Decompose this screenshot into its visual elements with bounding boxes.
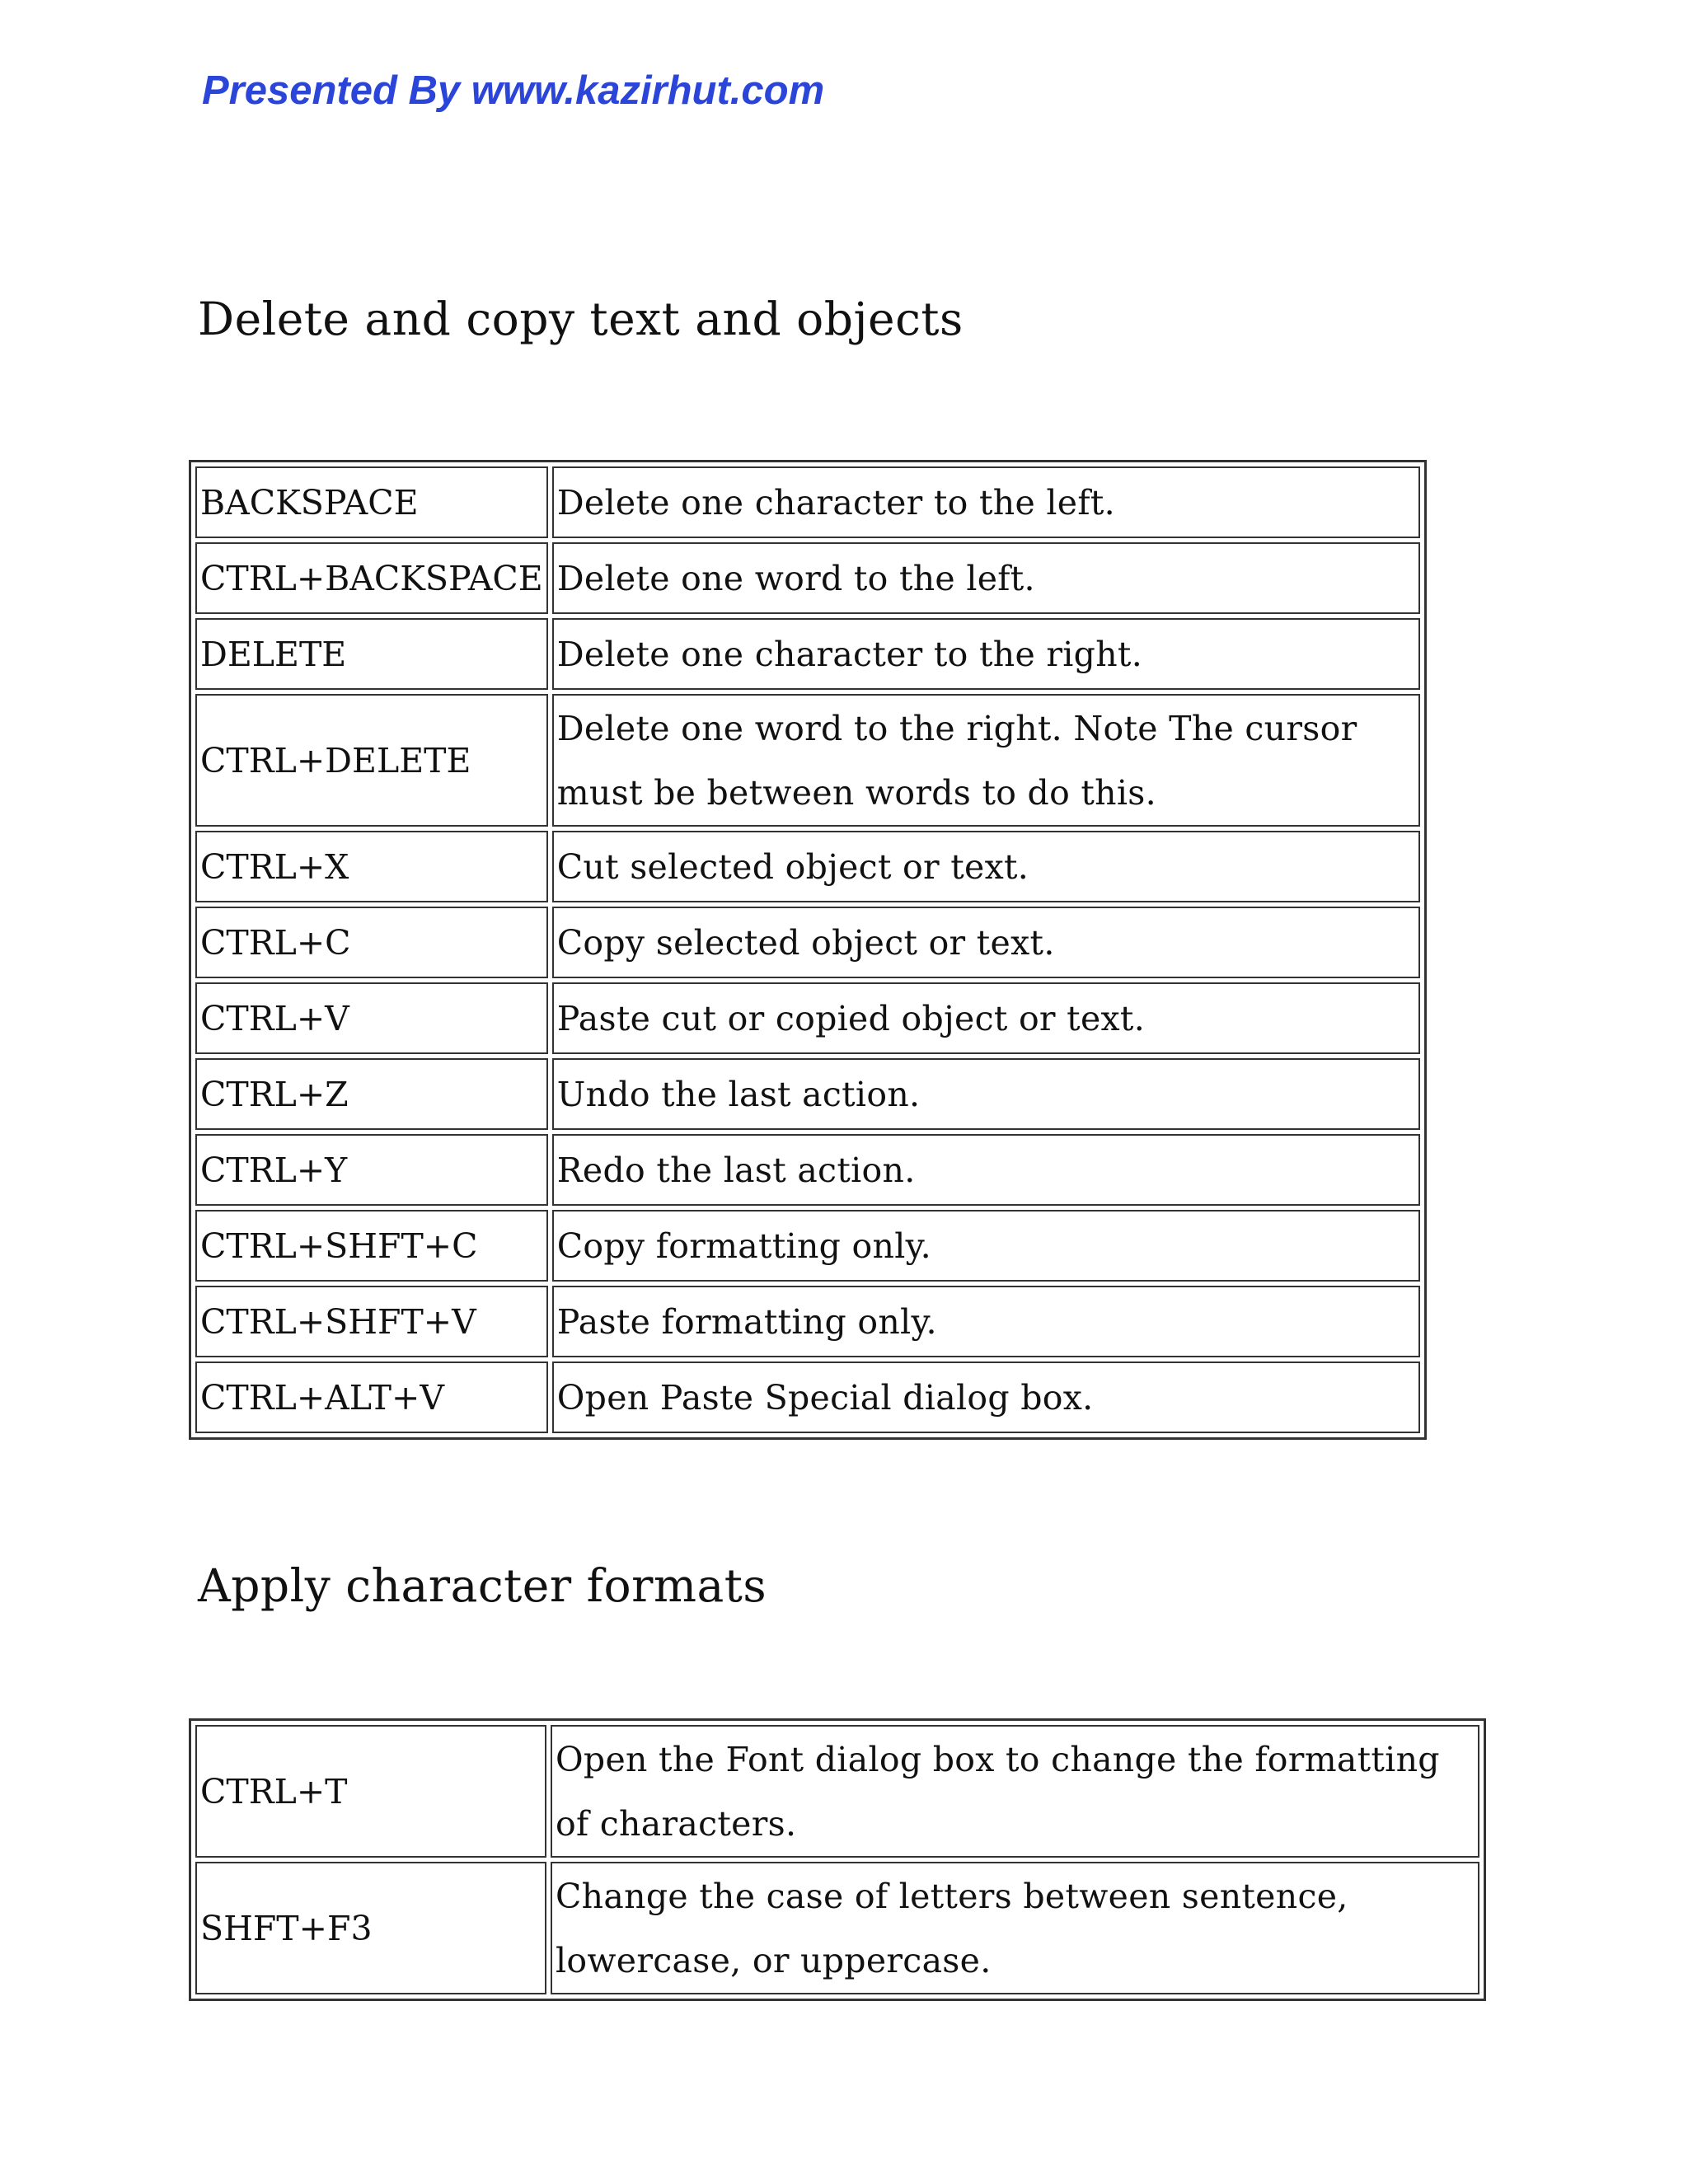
- shortcut-description: Delete one word to the right. Note The cursor must be between words to do this.: [552, 694, 1420, 827]
- shortcut-description: Cut selected object or text.: [552, 831, 1420, 902]
- table-row: [195, 1725, 1479, 1858]
- shortcut-key: CTRL+SHFT+C: [195, 1210, 548, 1282]
- shortcut-table-delete-copy: [189, 460, 1427, 1440]
- shortcut-key: CTRL+C: [195, 907, 548, 978]
- shortcut-key: CTRL+X: [195, 831, 548, 902]
- section-heading-character-formats: Apply character formats: [198, 1559, 767, 1612]
- table-row: [195, 982, 1420, 1054]
- shortcut-key: SHFT+F3: [195, 1862, 546, 1994]
- table-row: [195, 907, 1420, 978]
- shortcut-key: DELETE: [195, 618, 548, 690]
- shortcut-key: CTRL+ALT+V: [195, 1361, 548, 1433]
- table-row: [195, 1361, 1420, 1433]
- table-row: [195, 1134, 1420, 1206]
- shortcut-key: CTRL+Y: [195, 1134, 548, 1206]
- table-row: [195, 1286, 1420, 1357]
- shortcut-description: Paste formatting only.: [552, 1286, 1420, 1357]
- shortcut-key: CTRL+SHFT+V: [195, 1286, 548, 1357]
- shortcut-key: CTRL+BACKSPACE: [195, 542, 548, 614]
- shortcut-key: CTRL+Z: [195, 1058, 548, 1130]
- shortcut-description: Redo the last action.: [552, 1134, 1420, 1206]
- shortcut-key: CTRL+DELETE: [195, 694, 548, 827]
- shortcut-description: Delete one character to the left.: [552, 466, 1420, 538]
- shortcut-description: Undo the last action.: [552, 1058, 1420, 1130]
- shortcut-description: Open the Font dialog box to change the formatting of characters.: [551, 1725, 1479, 1858]
- shortcut-description: Delete one character to the right.: [552, 618, 1420, 690]
- table-row: [195, 1210, 1420, 1282]
- table-row: [195, 466, 1420, 538]
- shortcut-key: BACKSPACE: [195, 466, 548, 538]
- table-row: [195, 831, 1420, 902]
- shortcut-description: Paste cut or copied object or text.: [552, 982, 1420, 1054]
- shortcut-description: Open Paste Special dialog box.: [552, 1361, 1420, 1433]
- shortcut-description: Change the case of letters between sentence, lowercase, or uppercase.: [551, 1862, 1479, 1994]
- presented-by-link[interactable]: Presented By www.kazirhut.com: [202, 68, 825, 113]
- table-row: [195, 1058, 1420, 1130]
- table-row: [195, 618, 1420, 690]
- shortcut-description: Delete one word to the left.: [552, 542, 1420, 614]
- shortcut-description: Copy formatting only.: [552, 1210, 1420, 1282]
- shortcut-key: CTRL+T: [195, 1725, 546, 1858]
- shortcut-description: Copy selected object or text.: [552, 907, 1420, 978]
- table-row: [195, 542, 1420, 614]
- shortcut-key: CTRL+V: [195, 982, 548, 1054]
- table-row: [195, 694, 1420, 827]
- table-row: [195, 1862, 1479, 1994]
- shortcut-table-character-formats: [189, 1718, 1486, 2001]
- section-heading-delete-copy: Delete and copy text and objects: [198, 293, 964, 345]
